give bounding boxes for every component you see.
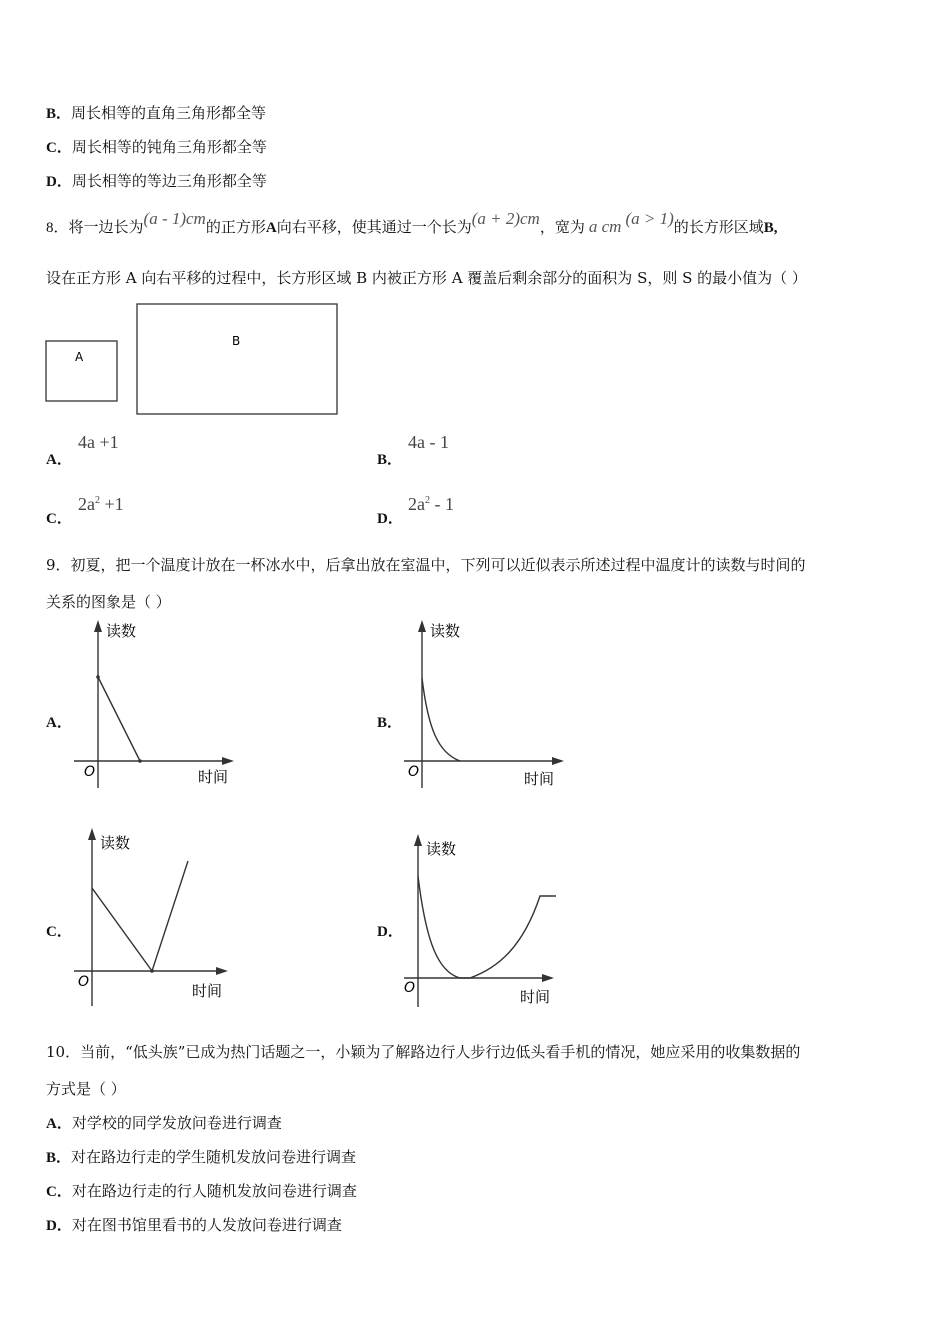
q8-figure	[44, 300, 344, 420]
q8-option-b-letter: B．	[377, 452, 403, 468]
x-axis-label: 时间	[524, 770, 555, 788]
expr-tail: +1	[100, 494, 124, 514]
q10-option-a	[46, 1112, 282, 1133]
q7-option-d	[46, 170, 267, 191]
y-axis-label: 读数	[106, 622, 137, 640]
q9-graph-b	[398, 618, 578, 798]
option-letter: D．	[46, 1218, 72, 1234]
graph-curve	[418, 876, 556, 978]
expr-sup: 2	[95, 495, 100, 506]
q8-option-d-letter: D．	[377, 511, 403, 527]
option-text: 对在路边行走的行人随机发放问卷进行调查	[71, 1182, 357, 1200]
q8-option-a-expr: 4a +1	[78, 432, 119, 452]
origin-label: O	[408, 764, 420, 780]
q9-line-2: 关系的图象是（ ）	[46, 593, 171, 611]
q7-option-c	[46, 136, 267, 157]
q10-option-d	[46, 1214, 342, 1235]
y-axis-arrow	[418, 620, 426, 632]
q8-math-side: (a - 1)cm	[143, 209, 206, 228]
expr-tail: - 1	[430, 494, 454, 514]
origin-label: O	[84, 764, 96, 780]
option-letter: A．	[46, 1116, 72, 1132]
q9-graph-d	[398, 832, 578, 1012]
question-number: 8．	[46, 220, 69, 236]
q10-option-b	[46, 1146, 356, 1167]
curve-turn-point	[150, 969, 154, 973]
x-axis-arrow	[552, 757, 564, 765]
q9-option-b-letter: B．	[377, 715, 403, 731]
q8-region-b: B,	[763, 220, 778, 236]
y-axis-label: 读数	[430, 622, 461, 640]
option-letter: B．	[46, 106, 72, 122]
q8-text-1: 将一边长为	[68, 218, 144, 236]
x-axis-label: 时间	[192, 982, 223, 1000]
rectangle-b-shape	[137, 304, 337, 414]
x-axis-arrow	[542, 974, 554, 982]
q9-line-1: 9．初夏，把一个温度计放在一杯冰水中，后拿出放在室温中，下列可以近似表示所述过程中温度计的读数与时间的	[46, 556, 806, 574]
q8-text-2: 的正方形	[205, 218, 266, 236]
q8-option-c-letter: C．	[46, 511, 72, 527]
x-axis-arrow	[222, 757, 234, 765]
q8-math-width: a cm	[588, 217, 622, 236]
rectangle-b-label: B	[232, 334, 241, 348]
curve-end-point	[138, 759, 142, 763]
option-text: 对学校的同学发放问卷进行调查	[71, 1114, 282, 1132]
q10-option-c	[46, 1180, 357, 1201]
curve-start-point	[96, 675, 100, 679]
expr-base: 2a	[408, 494, 425, 514]
q8-square-a: A	[265, 220, 277, 236]
origin-label: O	[78, 974, 90, 990]
q8-math-length: (a + 2)cm	[471, 209, 540, 228]
q9-graph-a	[68, 618, 248, 798]
q8-option-b-expr: 4a - 1	[408, 432, 449, 452]
graph-curve	[422, 678, 460, 761]
option-letter: C．	[46, 1184, 72, 1200]
x-axis-label: 时间	[520, 988, 551, 1006]
q8-text-3: 向右平移，使其通过一个长为	[276, 218, 472, 236]
origin-label: O	[404, 980, 416, 996]
y-axis-arrow	[414, 834, 422, 846]
option-text: 对在图书馆里看书的人发放问卷进行调查	[71, 1216, 342, 1234]
q8-text-4: ，宽为	[539, 218, 585, 236]
q7-option-b	[46, 102, 266, 123]
option-text: 周长相等的钝角三角形都全等	[71, 138, 267, 156]
option-text: 周长相等的直角三角形都全等	[71, 104, 267, 122]
expr-base: 2a	[78, 494, 95, 514]
option-letter: B．	[46, 1150, 72, 1166]
q8-option-d-expr	[408, 494, 454, 515]
option-text: 周长相等的等边三角形都全等	[71, 172, 267, 190]
q9-option-a-letter: A．	[46, 715, 72, 731]
q8-option-a-letter: A．	[46, 452, 72, 468]
q8-math-condition: (a > 1)	[625, 209, 674, 228]
y-axis-arrow	[88, 828, 96, 840]
q10-line-1: 10．当前，“低头族”已成为热门话题之一，小颖为了解路边行人步行边低头看手机的情况，她应采用的收集数据的	[46, 1043, 801, 1061]
square-a-label: A	[75, 350, 84, 364]
option-letter: C．	[46, 140, 72, 156]
y-axis-label: 读数	[426, 840, 457, 858]
q10-line-2: 方式是（ ）	[46, 1080, 126, 1098]
q9-option-c-letter: C．	[46, 924, 72, 940]
y-axis-label: 读数	[100, 834, 131, 852]
option-text: 对在路边行走的学生随机发放问卷进行调查	[71, 1148, 357, 1166]
q8-text-5: 的长方形区域	[673, 218, 764, 236]
x-axis-arrow	[216, 967, 228, 975]
q8-line-2: 设在正方形 A 向右平移的过程中，长方形区域 B 内被正方形 A 覆盖后剩余部分的面积为 S，则 S 的最小值为（ ）	[46, 269, 807, 287]
q9-option-d-letter: D．	[377, 924, 403, 940]
x-axis-label: 时间	[198, 768, 229, 786]
graph-curve	[98, 677, 140, 761]
q9-graph-c	[68, 826, 248, 1011]
q8-line-1	[46, 209, 778, 237]
expr-sup: 2	[425, 495, 430, 506]
y-axis-arrow	[94, 620, 102, 632]
q8-option-c-expr	[78, 494, 124, 515]
graph-curve	[92, 861, 188, 971]
option-letter: D．	[46, 174, 72, 190]
